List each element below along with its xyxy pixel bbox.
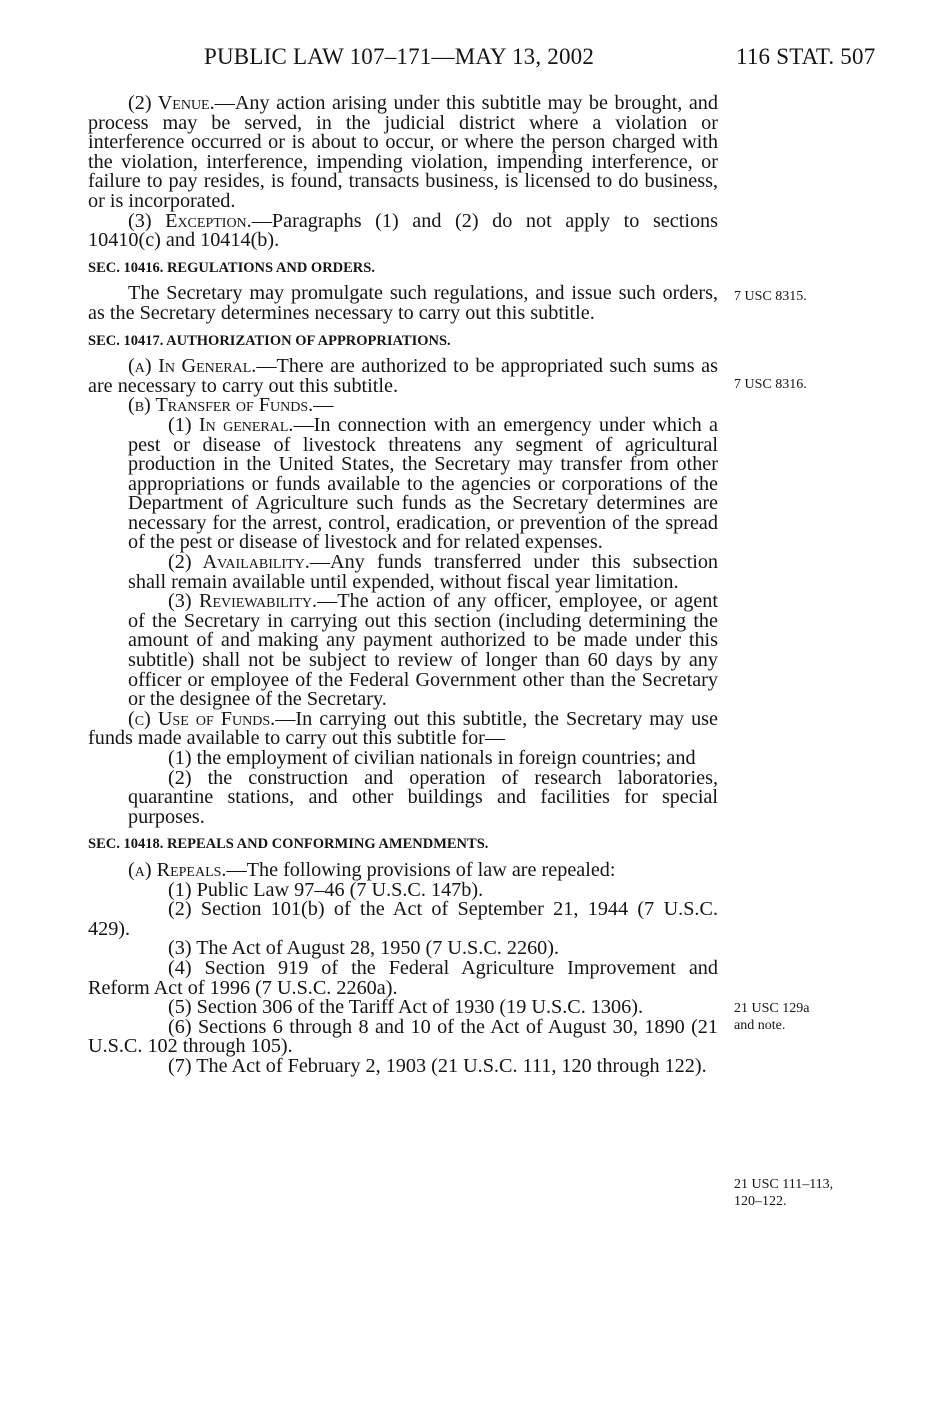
page-stat-number: 116 STAT. 507 xyxy=(736,44,876,69)
margin-note-21-usc-129a xyxy=(734,1000,809,1034)
paragraph-repeals xyxy=(88,858,718,881)
paragraph-exception xyxy=(88,209,718,252)
paragraph-b1 xyxy=(88,413,718,554)
repeals-text: —The following provisions of law are repealed: xyxy=(226,858,616,881)
repeal-item-3: (3) The Act of August 28, 1950 (7 U.S.C. 2260). xyxy=(168,937,560,960)
c-label: (c) Use of Funds. xyxy=(128,707,276,730)
paragraph-c1: (1) the employment of civilian nationals in foreign countries; and xyxy=(168,747,696,769)
body-text xyxy=(88,94,718,1077)
venue-label: (2) Venue. xyxy=(128,92,215,114)
margin-note-7-usc-8316: 7 USC 8316. xyxy=(734,377,807,392)
venue-text: —Any action arising under this subtitle may be brought, and process may be served, in the judicial district where a violation or interference occurred or is about to occur, or where the person charged with the violation, interference, impending violation, impending interference, or failure to pay resides, is found, transacts business, is licensed to do business, or is incorporated. xyxy=(88,92,718,212)
margin-note-line: 21 USC 111–113, xyxy=(734,1177,834,1192)
exception-text: —Paragraphs (1) and (2) do not apply to sections 10410(c) and 10414(b). xyxy=(88,209,718,252)
section-10416-text: The Secretary may promulgate such regulations, and issue such orders, as the Secretary determines necessary to carry out this subtitle. xyxy=(88,282,718,324)
exception-label: (3) Exception. xyxy=(128,209,252,232)
margin-note-line: 21 USC 129a xyxy=(734,1001,810,1016)
repeal-item-1: (1) Public Law 97–46 (7 U.S.C. 147b). xyxy=(168,878,484,901)
margin-note-7-usc-8315: 7 USC 8315. xyxy=(734,289,807,304)
b2-text: —Any funds transferred under this subsection shall remain available until expended, without fiscal year limitation. xyxy=(128,551,719,593)
b3-label: (3) Reviewability. xyxy=(168,590,318,613)
repeal-item-7: (7) The Act of February 2, 1903 (21 U.S.C. 111, 120 through 122). xyxy=(168,1054,707,1077)
b1-label: (1) In general. xyxy=(168,413,294,436)
a-text: —There are authorized to be appropriated such sums as are necessary to carry out this subtitle. xyxy=(88,355,718,397)
repeals-label: (a) Repeals. xyxy=(128,858,227,881)
section-10417-heading: SEC. 10417. AUTHORIZATION OF APPROPRIATIONS. xyxy=(88,332,451,349)
repeal-item-6: (6) Sections 6 through 8 and 10 of the Act of August 30, 1890 (21 U.S.C. 102 through 105). xyxy=(88,1015,718,1058)
paragraph-b2 xyxy=(88,553,718,592)
paragraph-c2: (2) the construction and operation of research laboratories, quarantine stations, and other buildings and facilities for special purposes. xyxy=(128,766,718,828)
a-label: (a) In General. xyxy=(128,355,257,378)
section-10416-heading: SEC. 10416. REGULATIONS AND ORDERS. xyxy=(88,259,375,276)
margin-note-line: 120–122. xyxy=(734,1194,787,1209)
margin-note-21-usc-111 xyxy=(734,1176,833,1210)
paragraph-a xyxy=(88,357,718,396)
b3-text: —The action of any officer, employee, or agent of the Secretary in carrying out this section (including determining the amount of and making any payment authorized to be made under this subtitle) shall not be subject to review of longer than 60 days by any officer or employee of the Federal Government other than the Secretary or the designee of the Secretary. xyxy=(128,590,718,711)
running-header-title: PUBLIC LAW 107–171—MAY 13, 2002 xyxy=(204,44,595,69)
paragraph-c xyxy=(88,707,718,750)
b-label: (b) Transfer of Funds. xyxy=(128,394,314,417)
paragraph-venue xyxy=(88,94,718,212)
margin-note-line: and note. xyxy=(734,1018,786,1033)
section-10418-heading: SEC. 10418. REPEALS AND CONFORMING AMENDMENTS. xyxy=(88,836,489,853)
paragraph-b3 xyxy=(88,592,718,710)
repeal-item-5: (5) Section 306 of the Tariff Act of 1930 (19 U.S.C. 1306). xyxy=(168,996,643,1019)
b1-text: —In connection with an emergency under which a pest or disease of livestock threatens any segment of agricultural production in the United States, the Secretary may transfer from other appropriations or funds available to the agencies or corporations of the Department of Agriculture such funds as the Secretary determines are necessary for the arrest, control, eradication, or prevention of the spread of the pest or disease of livestock and for related expenses. xyxy=(128,413,718,554)
repeal-item-2: (2) Section 101(b) of the Act of September 21, 1944 (7 U.S.C. 429). xyxy=(88,898,718,940)
repeal-item-4: (4) Section 919 of the Federal Agriculture Improvement and Reform Act of 1996 (7 U.S.C. 2260a). xyxy=(88,956,718,999)
b-text: — xyxy=(313,394,334,417)
c-text: —In carrying out this subtitle, the Secretary may use funds made available to carry out this subtitle for— xyxy=(88,707,718,750)
b2-label: (2) Availability. xyxy=(168,551,310,574)
